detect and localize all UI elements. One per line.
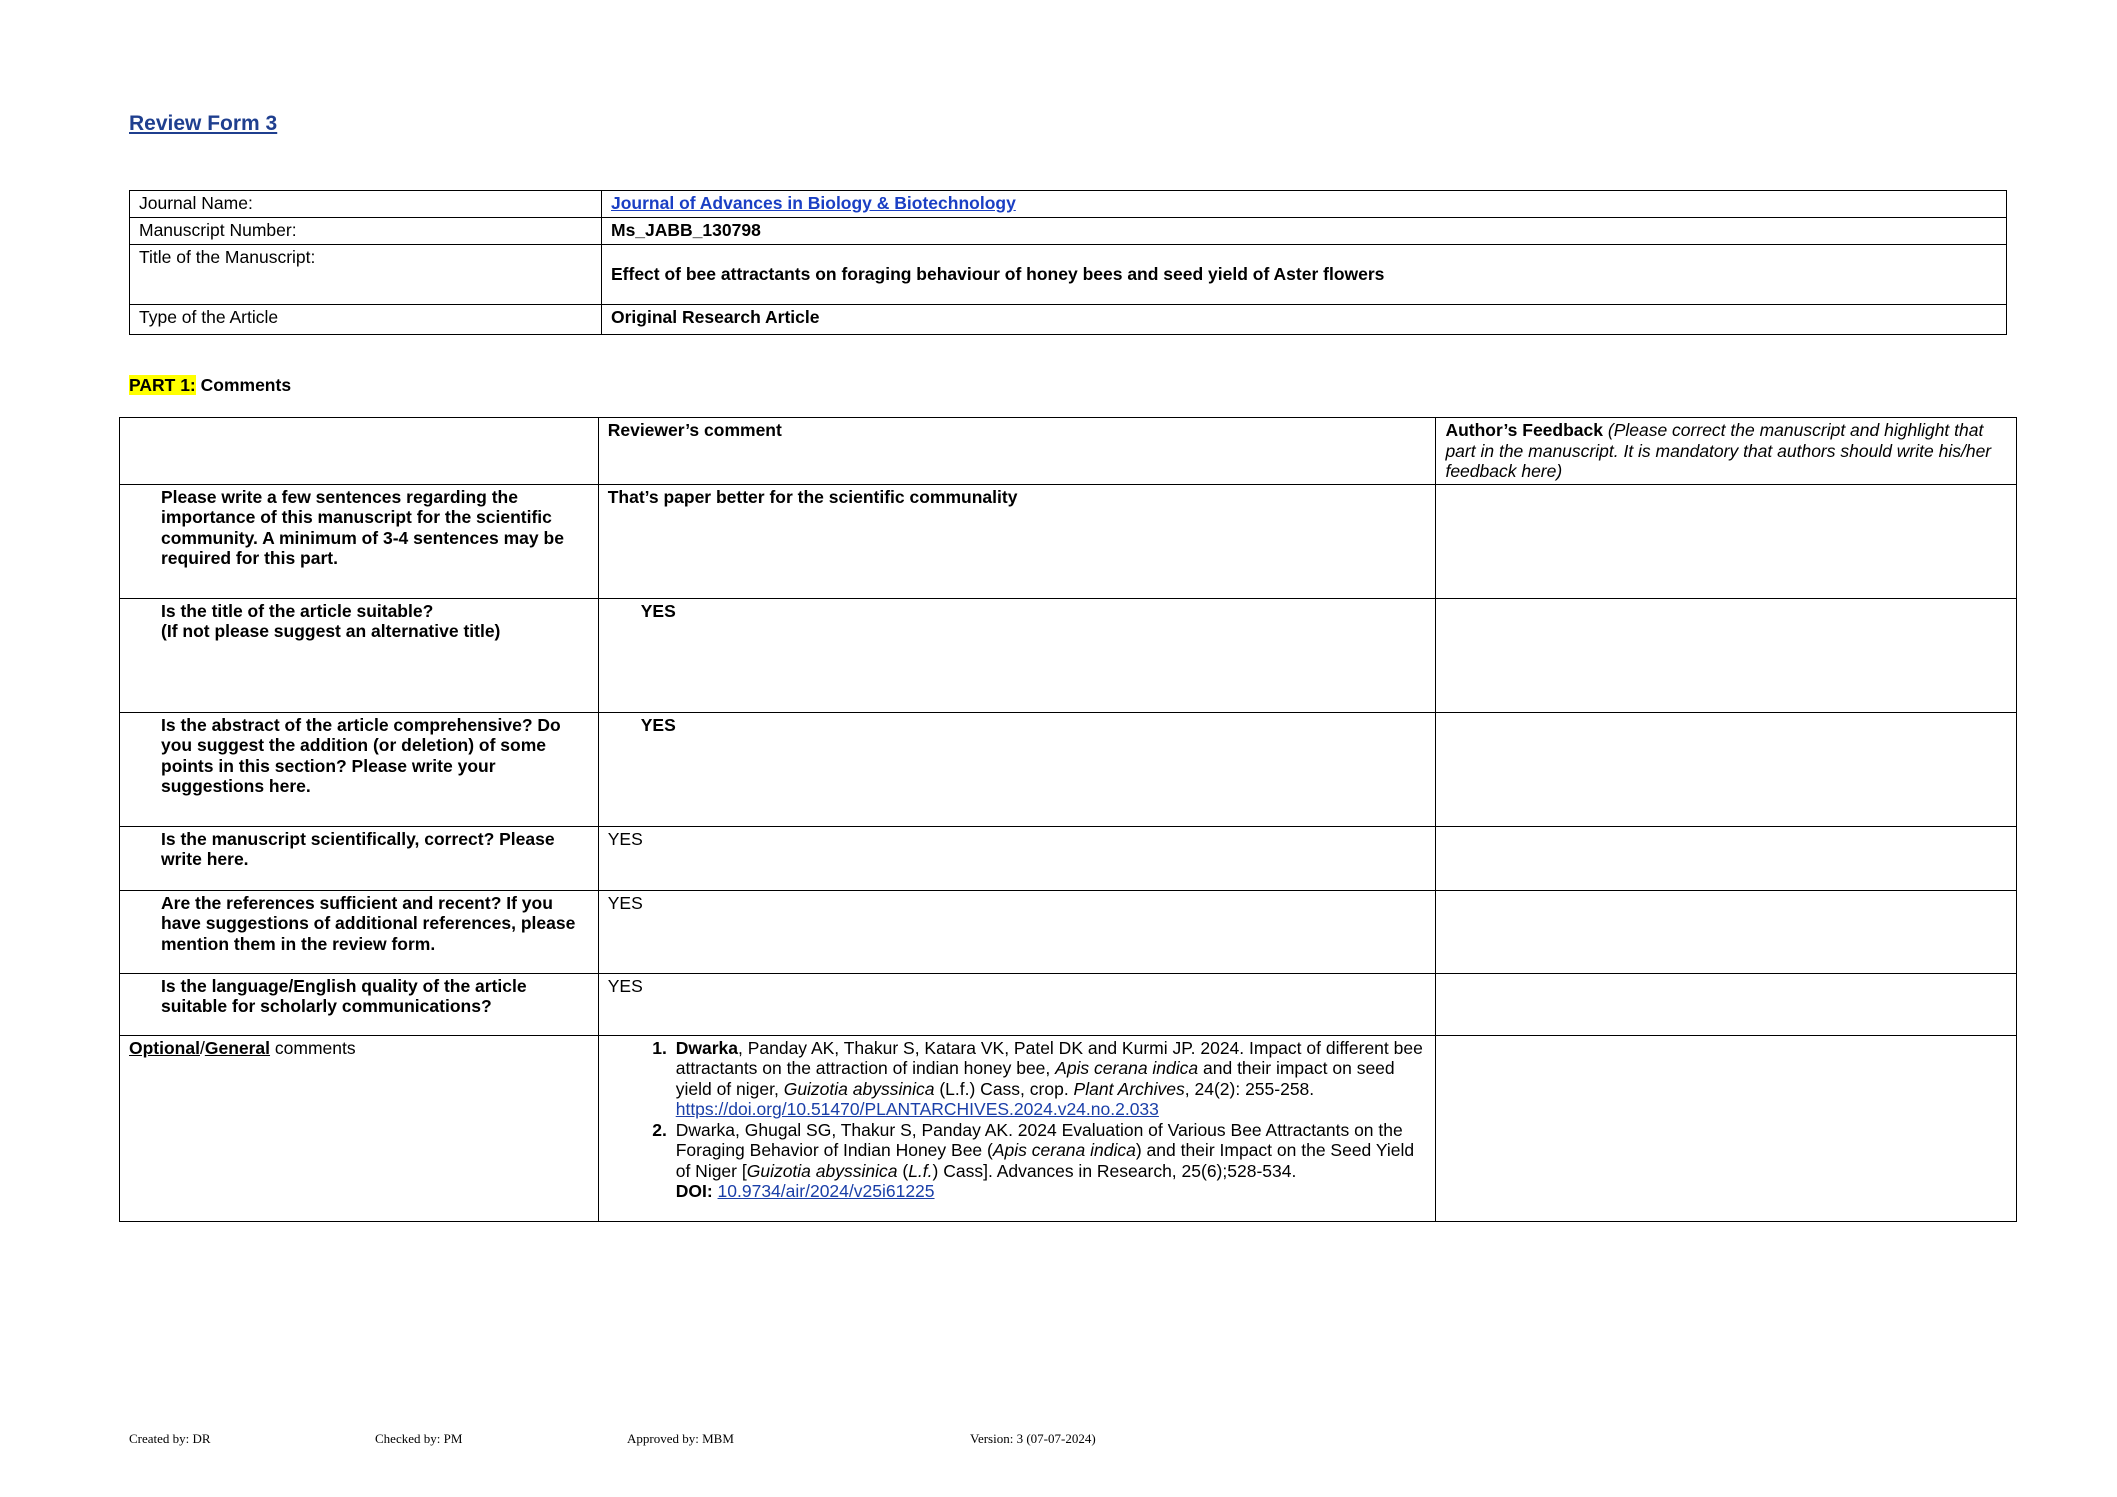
table-row <box>120 890 2017 973</box>
footer-approved: Approved by: MBM <box>627 1431 734 1446</box>
ref2-species: Apis cerana indica <box>992 1140 1136 1160</box>
author-feedback-cell[interactable] <box>1436 484 2017 598</box>
part-heading <box>129 375 291 396</box>
author-feedback-cell[interactable] <box>1436 598 2017 712</box>
footer-version: Version: 3 (07-07-2024) <box>970 1431 1096 1446</box>
manuscript-number-row <box>130 218 2007 245</box>
author-feedback-cell[interactable] <box>1436 826 2017 890</box>
ref2-plant: Guizotia abyssinica <box>746 1160 898 1181</box>
optional-comments-label <box>120 1035 599 1221</box>
reviewer-answer-cell[interactable]: YES <box>598 826 1436 890</box>
author-feedback-cell[interactable] <box>1436 890 2017 973</box>
form-title[interactable]: Review Form 3 <box>129 112 278 135</box>
reviewer-answer-cell[interactable]: YES <box>598 598 1436 712</box>
article-type-row <box>130 305 2007 335</box>
article-type-label: Type of the Article <box>130 305 602 335</box>
ref1-text: , 24(2): 255-258. <box>1184 1078 1315 1099</box>
ref1-doi-link[interactable]: https://doi.org/10.51470/PLANTARCHIVES.2024.v24.no.2.033 <box>675 1099 1159 1119</box>
ref1-author: Dwarka <box>675 1037 738 1058</box>
author-feedback-cell[interactable] <box>1436 973 2017 1035</box>
table-row <box>120 712 2017 826</box>
optional-label: Optional <box>129 1037 200 1058</box>
manuscript-title-row <box>130 245 2007 305</box>
question-cell: Is the language/English quality of the article suitable for scholarly communications? <box>120 973 599 1035</box>
ref1-journal: Plant Archives <box>1073 1078 1185 1099</box>
ref1-text: and their impact on seed yield of niger, <box>675 1058 1395 1099</box>
ref1-text: , Panday AK, Thakur S, Katara VK, Patel DK and Kurmi JP. 2024. Impact of different bee attractants on the attraction of indian honey bee, <box>675 1037 1423 1078</box>
journal-value <box>602 191 2007 218</box>
ref2-text: ) Cass]. Advances in Research, 25(6);528-534. <box>932 1160 1297 1181</box>
footer-checked: Checked by: PM <box>375 1431 463 1446</box>
list-item <box>672 1120 1427 1202</box>
part-label: PART 1: <box>129 375 196 395</box>
article-type-value: Original Research Article <box>602 305 2007 335</box>
manuscript-title-label: Title of the Manuscript: <box>130 245 602 305</box>
ref2-doi-label: DOI: <box>675 1181 718 1201</box>
header-empty-cell <box>120 418 599 485</box>
author-feedback-title: Author’s Feedback <box>1445 420 1603 440</box>
question-cell: Is the abstract of the article comprehensive? Do you suggest the addition (or deletion) of some points in this section? Please write your suggestions here. <box>120 712 599 826</box>
journal-row <box>130 191 2007 218</box>
ref2-text: Dwarka, Ghugal SG, Thakur S, Panday AK. 2024 Evaluation of Various Bee Attractants on the Foraging Behavior of Indian Honey Bee ( <box>675 1119 1403 1160</box>
reviewer-comment-header: Reviewer’s comment <box>598 418 1436 485</box>
table-row <box>120 973 2017 1035</box>
ref2-doi-link[interactable]: 10.9734/air/2024/v25i61225 <box>717 1181 935 1201</box>
ref1-text: (L.f.) Cass, crop. <box>934 1078 1074 1099</box>
optional-comments-row <box>120 1035 2017 1221</box>
comments-table <box>119 417 2017 1222</box>
ref2-text: ) and their Impact on the Seed Yield of Niger [ <box>675 1140 1415 1181</box>
optional-comments-cell[interactable] <box>598 1035 1436 1221</box>
ref2-lf: L.f. <box>908 1160 933 1181</box>
comments-label: comments <box>270 1037 356 1058</box>
optional-sep: / <box>199 1037 205 1058</box>
journal-link[interactable]: Journal of Advances in Biology & Biotechnology <box>611 193 1016 213</box>
author-feedback-cell[interactable] <box>1436 1035 2017 1221</box>
manuscript-info-table <box>129 190 2007 335</box>
author-feedback-header <box>1436 418 2017 485</box>
part-text: Comments <box>195 375 292 395</box>
reviewer-answer-cell[interactable]: YES <box>598 973 1436 1035</box>
ref2-text: ( <box>897 1160 909 1181</box>
question-line: Is the title of the article suitable? <box>161 600 434 621</box>
manuscript-number-label: Manuscript Number: <box>130 218 602 245</box>
ref1-plant: Guizotia abyssinica <box>783 1078 935 1099</box>
manuscript-number-value: Ms_JABB_130798 <box>602 218 2007 245</box>
author-feedback-note: (Please correct the manuscript and highlight that part in the manuscript. It is mandatory that authors should write his/her feedback here) <box>1445 420 1992 481</box>
ref1-species: Apis cerana indica <box>1055 1058 1199 1078</box>
table-row <box>120 826 2017 890</box>
table-row <box>120 598 2017 712</box>
general-label: General <box>204 1037 271 1058</box>
question-line: (If not please suggest an alternative title) <box>161 621 501 641</box>
list-item <box>672 1038 1427 1120</box>
reviewer-answer-cell[interactable]: That’s paper better for the scientific communality <box>598 484 1436 598</box>
header-row <box>120 418 2017 485</box>
manuscript-title-value: Effect of bee attractants on foraging behaviour of honey bees and seed yield of Aster flowers <box>602 245 2007 305</box>
question-cell: Please write a few sentences regarding the importance of this manuscript for the scientific community. A minimum of 3-4 sentences may be required for this part. <box>120 484 599 598</box>
author-feedback-cell[interactable] <box>1436 712 2017 826</box>
reviewer-answer-cell[interactable]: YES <box>598 712 1436 826</box>
question-cell: Is the manuscript scientifically, correct? Please write here. <box>120 826 599 890</box>
table-row <box>120 484 2017 598</box>
question-cell: Are the references sufficient and recent? If you have suggestions of additional references, please mention them in the review form. <box>120 890 599 973</box>
footer-created: Created by: DR <box>129 1431 211 1446</box>
reference-list <box>608 1038 1427 1202</box>
question-cell <box>120 598 599 712</box>
reviewer-answer-cell[interactable]: YES <box>598 890 1436 973</box>
journal-label: Journal Name: <box>130 191 602 218</box>
